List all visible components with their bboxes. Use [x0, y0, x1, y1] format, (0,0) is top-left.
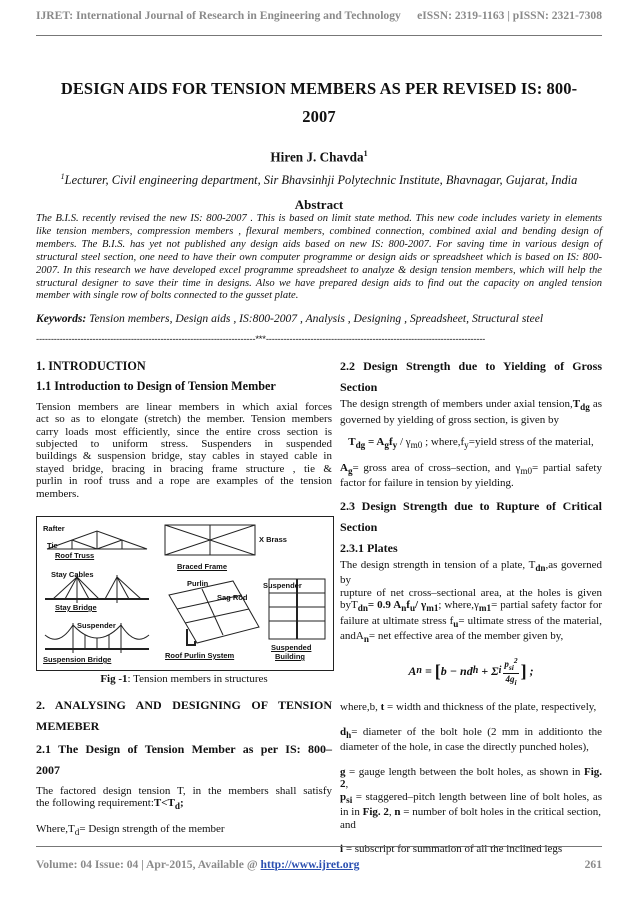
sec23-heading-line2: Section [340, 519, 378, 534]
requirement [153, 797, 184, 812]
f2-body: b − nd [440, 664, 473, 679]
keywords-label: Keywords: [36, 312, 87, 325]
label-purlin: Purlin [187, 579, 209, 588]
pl5-sub: n [363, 634, 369, 645]
intro-heading: 1. INTRODUCTION [36, 359, 146, 373]
separator-mark: *** [255, 334, 266, 345]
author-name: Hiren J. Chavda [270, 149, 364, 165]
formula-an [340, 656, 602, 688]
f2-bracket-open: [ [434, 661, 441, 682]
footer-volume: Volume: 04 Issue: 04 | Apr-2015, Available @ [36, 858, 261, 871]
sec22-heading-line1: 2.2 Design Strength due to Yielding of Gross [340, 359, 602, 373]
intro-subheading: 1.1 Introduction to Design of Tension Member [36, 379, 276, 394]
f1-sub2: g [384, 440, 389, 451]
abstract-line: The B.I.S. recently revised the new IS: 800-2007 . This is based on limit state method. This new code includes variety in elements [36, 213, 602, 224]
affil-sup: 1 [60, 172, 65, 181]
pl3-text: byT [340, 599, 358, 611]
caption-text: : Tension members in structures [127, 673, 268, 685]
sec22-p1: The design strength of members under axial tension, [340, 398, 573, 410]
requirement-sub: d [174, 801, 180, 812]
paper-title [40, 75, 598, 131]
ag-c: = partial safety [532, 461, 602, 474]
f2-num: p [504, 658, 509, 669]
def-p-line2 [340, 806, 602, 818]
separator-right: -------------------------------------------------------------------------- [265, 334, 486, 345]
label-suspension-bridge: Suspension Bridge [43, 655, 112, 664]
def-g-a: g [340, 765, 346, 778]
plates-line1 [340, 559, 602, 587]
pl5-text: andA [340, 630, 364, 643]
sec2-heading-line1: 2. ANALYSING AND DESIGNING OF TENSION [36, 698, 332, 712]
where-rest: = Design strength of the member [79, 823, 225, 835]
def-dh-b: = diameter of the bolt hole (2 mm in additionto the [351, 725, 602, 738]
intro-line: act so as to elongate (stretch) the member. Tension members [36, 413, 332, 426]
label-sag-rod: Sag Rod [217, 593, 248, 602]
header-rule [36, 35, 602, 36]
f1-f: f [388, 436, 393, 448]
def-g-b: = gauge length between the bolt holes, as shown in [345, 765, 584, 778]
intro-line: stayed bridge, bracing in bracing frame structure , tie & [36, 462, 332, 475]
pl3-f: f [406, 599, 410, 611]
f1-sub1: dg [355, 440, 366, 451]
caption-label: Fig -1 [100, 673, 128, 685]
footer-link[interactable]: http://www.ijret.org [260, 858, 360, 871]
f2-a: A [408, 664, 417, 679]
author [36, 149, 602, 165]
requirement-end: ; [179, 797, 184, 810]
running-footer [36, 858, 602, 871]
pl3-sub2: n [401, 603, 407, 614]
pl3-rest: = 0.9 A [367, 599, 402, 611]
abstract-line: structural designer to save their time in designs. Also we have prepared design aids to find out the capacity on angled tension [36, 277, 602, 289]
sec22-p1-sub: dg [580, 402, 590, 413]
def-p [340, 791, 602, 831]
f2-sum: + Σ [478, 664, 499, 679]
plates-line5 [340, 630, 602, 646]
sec23-heading-line1: 2.3 Design Strength due to Rupture of Critical [340, 498, 602, 513]
f1-tail: ; where,f [422, 436, 465, 448]
stay-bridge-sketch [45, 575, 149, 603]
f2-den: 4g [505, 673, 515, 684]
def-p-line3: and [340, 818, 356, 831]
def-b-a: where,b, [340, 701, 381, 714]
right-column [340, 356, 602, 855]
def-p-line1 [340, 791, 602, 807]
left-column-bottom [36, 695, 332, 839]
def-b [340, 701, 602, 713]
label-building: Building [275, 652, 305, 661]
sec21-line: The factored design tension T, in the members shall satisfy [36, 785, 332, 797]
affil-text: Lecturer, Civil engineering department, Sir Bhavsinhji Polytechnic Institute, Bhavnagar, Gujarat, India [64, 173, 578, 188]
label-braced-frame: Braced Frame [177, 562, 228, 571]
f1-tail2: =yield stress of the material, [468, 436, 594, 448]
def-dh-sub: h [346, 729, 352, 740]
pl1-sub: dn [535, 562, 546, 573]
f2-fraction [503, 656, 518, 688]
def-dh-a: d [340, 725, 347, 738]
f2-numerator [503, 656, 518, 674]
intro-line: carry loads most efficiently, since the entire cross section is [36, 425, 332, 438]
sec21-line-text: the following requirement: [36, 797, 154, 810]
def-p-sub: si [346, 794, 353, 805]
pl3-end2: = partial safety factor for [491, 599, 602, 611]
braced-frame-sketch [165, 525, 255, 555]
def-dh-line2: diameter of the hole, in case the directly punched holes), [340, 741, 589, 754]
intro-line: members. [36, 487, 80, 500]
sec231-heading: 2.3.1 Plates [340, 540, 398, 555]
affiliation [36, 172, 602, 188]
def-i-a: i [340, 843, 344, 855]
pl3-sub3: u [409, 603, 416, 614]
def-p-d: , [388, 806, 395, 819]
issn: eISSN: 2319-1163 | pISSN: 2321-7308 [417, 9, 602, 22]
sec22-para-line2: governed by yielding of gross section, is given by [340, 413, 560, 426]
title-line-1: DESIGN AIDS FOR TENSION MEMBERS AS PER REVISED IS: 800- [60, 79, 578, 98]
pl5-end: = net effective area of the member given by, [368, 630, 564, 643]
label-stay-bridge: Stay Bridge [55, 603, 97, 612]
label-tie: Tie [47, 541, 58, 550]
def-g-c: , [345, 778, 349, 791]
roof-purlin-sketch [169, 581, 259, 645]
journal-name: IJRET: International Journal of Research in Engineering and Technology [36, 9, 401, 22]
author-sup: 1 [363, 149, 368, 158]
abstract-line: like tension members, compression members , flexural members, combined connection, combined axial and bending design of [36, 225, 602, 237]
abstract-heading: Abstract [294, 197, 344, 212]
abstract-line: 2007. In this research we have developed excel programme spreadsheet to analyze & design tension members, which will help the [36, 264, 602, 276]
label-suspender-building: Suspender [263, 581, 302, 590]
f2-end: ; [526, 664, 534, 679]
f2-sub3: i [498, 665, 502, 677]
sec22-para-line1 [340, 398, 602, 414]
ag-b: = gross area of cross–section, and γ [352, 461, 521, 474]
def-g [340, 766, 602, 791]
ag-a: A [340, 461, 348, 474]
pl4-sub: u [453, 618, 459, 629]
pl3-sub4: m1 [426, 603, 439, 614]
intro-line: purlin in roof truss and a rope are examples of the tension [36, 475, 332, 488]
f2-sub2: h [472, 665, 479, 677]
footer-left [36, 858, 359, 871]
f2-num-sup: 2 [513, 655, 518, 665]
def-p-fig: Fig. 2 [362, 806, 389, 819]
abstract-line: members. The B.I.S. has yet not published any design aids based on new IS: 800-2007. For saving time in various design of [36, 238, 602, 250]
pl1-text: The design strength in tension of a plate, T [340, 558, 536, 571]
def-i [340, 843, 602, 855]
label-suspended: Suspended [271, 643, 312, 652]
label-suspender-bridge: Suspender [77, 621, 116, 630]
abstract-line: member with single row of bolts connected to the gusset plate. [36, 290, 299, 302]
pl3-end: ; where,γ [438, 599, 479, 611]
def-p-a: p [340, 790, 347, 803]
where-sub: d [74, 827, 80, 838]
f1-sub4: m0 [410, 440, 423, 451]
label-x-brass: X Brass [259, 535, 287, 544]
intro-line: Tension members are linear members in which axial forces [36, 400, 332, 413]
ag-line1 [340, 462, 602, 478]
keywords-text: Tension members, Design aids , IS:800-2007 , Analysis , Designing , Spreadsheet, Structural steel [89, 312, 544, 325]
abstract-body [36, 213, 602, 303]
sec21-line [36, 797, 332, 813]
left-column-top [36, 360, 332, 500]
plates-line2: rupture of net cross–sectional area, at the holes is given [340, 586, 602, 599]
intro-line: buildings & suspension bridge, stay cables in stayed cable in [36, 450, 332, 463]
requirement-text: T<T [153, 797, 175, 810]
sec2-heading-line2: MEMEBER [36, 719, 100, 733]
abstract-line: structural steel section, one need to have their own computer programme or design aids or spreadsheet which is based on IS: 800- [36, 251, 602, 263]
sec21-heading-line2: 2007 [36, 763, 60, 777]
sec22-p1-end: as [589, 398, 602, 410]
page-number: 261 [584, 858, 602, 871]
sec21-heading-line1: 2.1 The Design of Tension Member as per IS: 800– [36, 742, 332, 756]
roof-truss-sketch [47, 531, 147, 549]
f2-bracket-close: ] [520, 661, 527, 682]
label-roof-truss: Roof Truss [55, 551, 95, 560]
def-dh [340, 726, 602, 754]
pl4-end: = ultimate stress of the material, [458, 614, 602, 627]
f2-num-sub: si [508, 662, 514, 672]
formula-tdg [340, 436, 602, 452]
f1-rest: = A [365, 436, 385, 448]
def-p-c: in in [340, 806, 363, 819]
pl3-mid: / γ [415, 599, 427, 611]
f1-a: T [348, 436, 356, 448]
f2-eq: = [421, 664, 435, 679]
label-stay-cables: Stay Cables [51, 570, 94, 579]
def-dh-line1 [340, 726, 602, 742]
intro-line: subjected to uniform stress. Suspenders in suspended [36, 438, 332, 451]
def-g-fig: Fig. 2 [340, 765, 602, 791]
def-p-n: n [394, 806, 401, 819]
f2-sub: n [416, 665, 422, 677]
def-b-rest: = width and thickness of the plate, respectively, [384, 701, 597, 714]
pl3-sub5: m1 [478, 603, 492, 614]
def-p-b: = staggered–pitch length between line of bolt holes, as [352, 790, 602, 803]
separator-left: -------------------------------------------------------------------------- [36, 334, 256, 345]
where-line [36, 823, 332, 839]
f2-den-sub: i [514, 677, 517, 687]
f1-sub3: y [392, 440, 398, 451]
label-roof-purlin-system: Roof Purlin System [165, 651, 235, 660]
f1-div: / γ [397, 436, 411, 448]
sec22-p1-sym: T [572, 398, 581, 410]
figure-tension-members [36, 516, 334, 671]
f1-sub5: y [464, 440, 469, 451]
figure-caption [36, 673, 332, 685]
keywords [36, 312, 602, 325]
def-p-e: = number of bolt holes in the critical section, [400, 806, 602, 819]
running-header [36, 9, 602, 22]
def-t: t [380, 701, 385, 714]
section-separator [36, 334, 602, 345]
pl1-end: ,as governed by [340, 558, 602, 587]
where-text: Where,T [36, 823, 75, 835]
title-line-2: 2007 [302, 107, 336, 126]
ag-line2: factor for failure in tension by yielding. [340, 477, 514, 490]
footer-rule [36, 846, 602, 847]
f2-denominator [505, 674, 516, 688]
plates-line3 [340, 599, 602, 615]
ag-sub: g [347, 465, 353, 476]
sec22-heading-line2: Section [340, 380, 378, 394]
def-i-b: = subscript for summation of all the inclined legs [343, 843, 563, 855]
label-rafter: Rafter [43, 524, 65, 533]
pl4-text: failure at ultimate stress f [340, 614, 454, 627]
ag-sub2: m0 [520, 465, 533, 476]
pl3-sub: dn [357, 603, 368, 614]
plates-line4 [340, 615, 602, 631]
